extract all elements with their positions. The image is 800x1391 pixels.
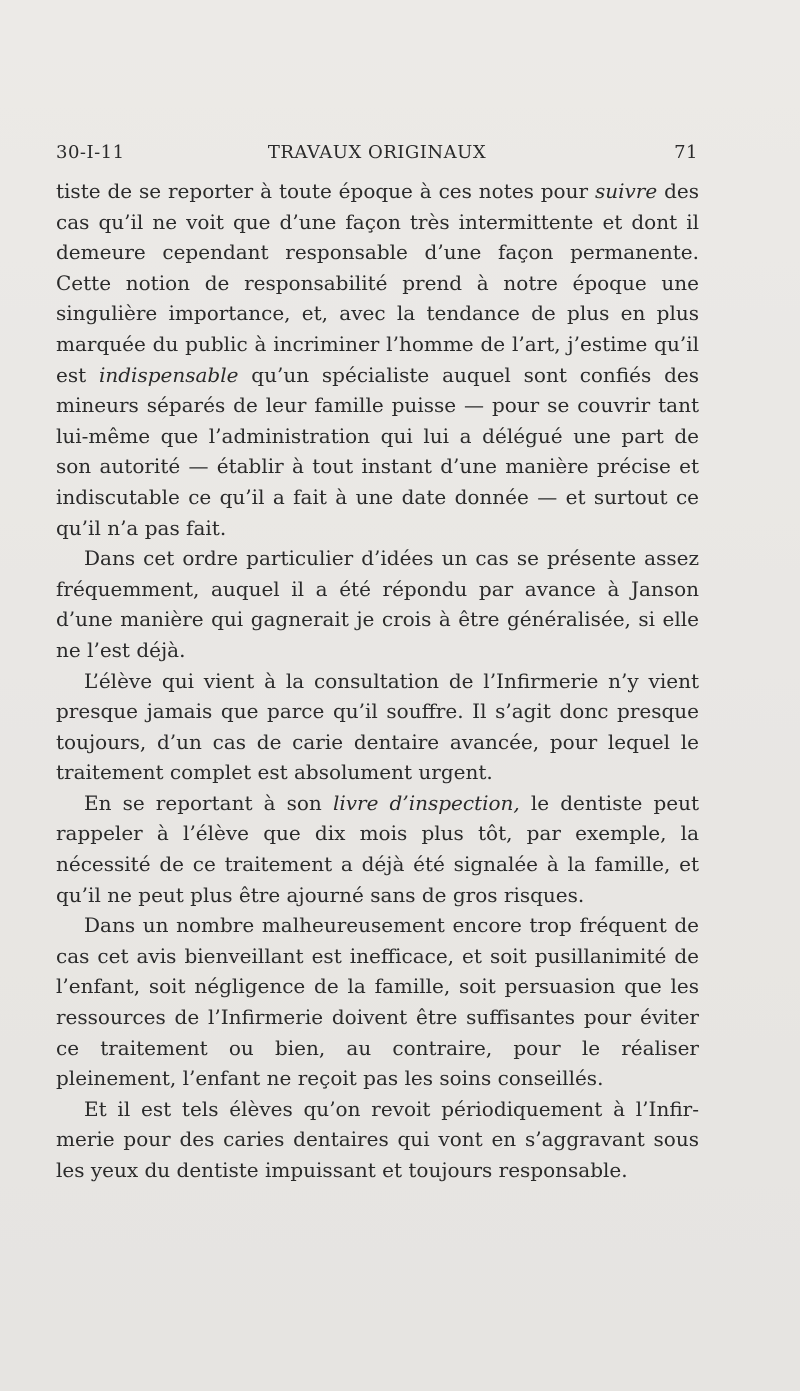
running-header bbox=[56, 142, 698, 172]
paragraph bbox=[56, 910, 699, 1094]
text-run: En se reportant à son bbox=[84, 790, 333, 815]
text-run: tiste de se reporter à toute époque à ces notes pour bbox=[56, 179, 595, 203]
header-issue-number: 30-I-11 bbox=[56, 142, 125, 163]
paragraph bbox=[56, 543, 699, 665]
text-run: des cas qu’il ne voit que d’une façon très intermittente et dont il demeure cependant responsable d’une façon permanente. Cette notion de responsabilité prend à notre époque une singulière importance, et, avec la tendance de plus en plus marquée du public à incriminer l’homme de l’art, j’estime qu’il est bbox=[56, 179, 700, 387]
text-run: L’élève qui vient à la consultation de l’Infirmerie n’y vient presque jamais que parce qu’il souffre. Il s’agit donc presque toujours, d’un cas de carie dentaire avancée, pour lequel le traitement complet est absolument urgent. bbox=[56, 668, 699, 785]
paragraph bbox=[56, 176, 699, 543]
body-text bbox=[56, 176, 699, 1186]
text-run: Et il est tels élèves qu’on revoit périodiquement à l’Infirmerie pour des caries dentaires qui vont en s’aggravant sous les yeux du dentiste impuissant et toujours responsable. bbox=[56, 1096, 699, 1182]
emphasized-text: livre d’inspection, bbox=[332, 790, 520, 815]
emphasized-text: indispensable bbox=[98, 362, 239, 387]
paragraph bbox=[56, 788, 699, 910]
paragraph bbox=[56, 1094, 699, 1186]
text-run: Dans un nombre malheureusement encore trop fréquent de cas cet avis bienveillant est inefficace, et soit pusillanimité de l’enfant, soit négligence de la famille, soit persuasion que les ressources de l’Infirmerie doivent être suffisantes pour éviter ce traitement ou bien, au contraire, pour le réaliser pleinement, l’enfant ne reçoit pas les soins conseillés. bbox=[56, 913, 699, 1091]
text-run: qu’un spécialiste auquel sont confiés des mineurs séparés de leur famille puisse — pour se couvrir tant lui-même que l’administration qui lui a délégué une part de son autorité — établir à tout instant d’une manière précise et indiscutable ce qu’il a fait à une date donnée — et surtout ce qu’il n’a pas fait. bbox=[56, 362, 699, 540]
text-run: le dentiste peut rappeler à l’élève que dix mois plus tôt, par exemple, la nécessité de ce traitement a déjà été signalée à la famille, et qu’il ne peut plus être ajourné sans de gros risques. bbox=[56, 790, 700, 907]
page-number: 71 bbox=[674, 142, 698, 163]
paragraph bbox=[56, 666, 699, 788]
text-run: Dans cet ordre particulier d’idées un cas se présente assez fréquemment, auquel il a été répondu par avance à Janson d’une manière qui gagnerait je crois à être généralisée, si elle ne l’est déjà. bbox=[56, 546, 699, 662]
emphasized-text: suivre bbox=[594, 179, 658, 203]
header-section-title: TRAVAUX ORIGINAUX bbox=[267, 142, 487, 163]
